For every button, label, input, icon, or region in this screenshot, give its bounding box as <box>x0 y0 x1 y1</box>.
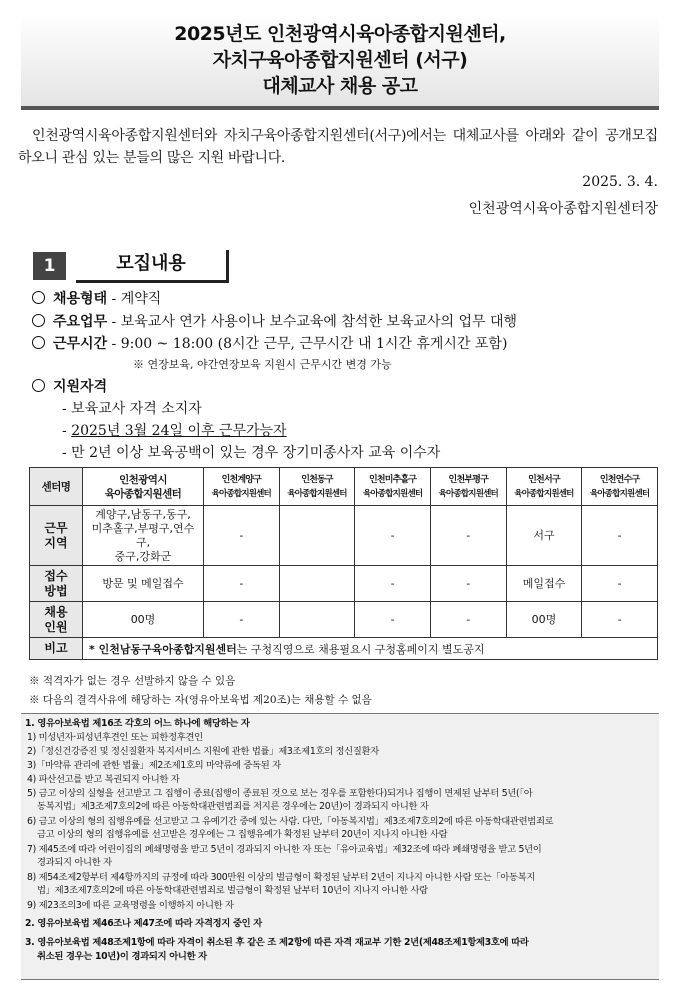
table-header: 인천계양구 육아종합지원센터 <box>204 468 280 506</box>
table-cell: 서구 <box>506 506 582 566</box>
reason-item: 법」제3조제7호의2에 따른 아동학대관련범죄로 벌금형이 확정된 날부터 10년이 지나지 아니한 사람 <box>37 885 428 896</box>
title-line-2: 자치구육아종합지원센터 (서구) <box>212 49 468 71</box>
table-header: 인천부평구 육아종합지원센터 <box>430 468 506 506</box>
table-cell: 방문 및 메일접수 <box>83 566 204 602</box>
item-label: 주요업무 <box>53 314 108 330</box>
table-header: 인천광역시 육아종합지원센터 <box>83 468 204 506</box>
reason-heading: 1. 영유아보육법 제16조 각호의 어느 하나에 해당하는 자 <box>25 718 250 729</box>
item-working-hours <box>32 333 507 353</box>
item-qualification <box>32 376 107 396</box>
table-cell <box>279 602 355 638</box>
item-label: 근무시간 <box>53 336 108 352</box>
announcement-date: 2025. 3. 4. <box>582 174 658 190</box>
row-label: 근무 지역 <box>30 506 83 566</box>
table-cell: - <box>204 602 280 638</box>
item-text: - 계약직 <box>107 291 162 307</box>
table-cell <box>279 506 355 566</box>
circle-bullet-icon <box>32 336 45 349</box>
table-remark <box>83 638 658 660</box>
reason-item: 8) 제54조제2항부터 제4항까지의 규정에 따라 300만원 이상의 벌금형이 확정된 날부터 2년이 지나지 아니한 사람 또는「아동복지 <box>27 872 536 883</box>
title-line-3: 대체교사 채용 공고 <box>262 75 418 97</box>
row-label: 채용 인원 <box>30 602 83 638</box>
organization-signature: 인천광역시육아종합지원센터장 <box>468 201 658 217</box>
hours-note: ※ 연장보육, 야간연장보육 지원시 근무시간 변경 가능 <box>133 358 392 371</box>
reason-item: 9) 제23조의3에 따른 교육명령을 이행하지 아니한 자 <box>27 900 234 911</box>
warning-line: ※ 다음의 결격사유에 해당하는 자(영유아보육법 제20조)는 채용할 수 없음 <box>29 694 372 706</box>
reason-heading: 2. 영유아보육법 제46조나 제47조에 따라 자격정지 중인 자 <box>25 918 262 929</box>
table-cell: - <box>204 566 280 602</box>
disqualification-box <box>21 713 659 980</box>
table-header: 인천미추홀구 육아종합지원센터 <box>355 468 431 506</box>
item-text: - 보육교사 연가 사용이나 보수교육에 참석한 보육교사의 업무 대행 <box>107 314 518 330</box>
table-row <box>30 566 658 602</box>
item-employment-type <box>32 288 161 308</box>
table-cell: - <box>204 506 280 566</box>
table-cell: 00명 <box>506 602 582 638</box>
reason-item: 4) 파산선고를 받고 복권되지 아니한 자 <box>27 774 180 785</box>
reason-heading: 3. 영유아보육법 제48조제1항에 따라 자격이 취소된 후 같은 조 제2항에 따른 자격 재교부 기한 2년(제48조제1항제3호에 따라 <box>25 937 529 948</box>
table-cell <box>279 566 355 602</box>
qualification-line: - 보육교사 자격 소지자 <box>62 401 202 417</box>
section-title: 모집내용 <box>76 250 229 283</box>
reason-item: 동복지법」제3조제7호의2에 따른 아동학대관련범죄를 저지른 경우에는 20년)이 경과되지 아니한 자 <box>37 801 429 812</box>
reason-item: 경과되지 아니한 자 <box>37 857 112 868</box>
reason-item: 7) 제45조에 따라 어린이집의 폐쇄명령을 받고 5년이 경과되지 아니한 자 또는「유아교육법」제32조에 따라 폐쇄명령을 받고 5년이 <box>27 844 542 855</box>
table-cell: - <box>582 566 658 602</box>
circle-bullet-icon <box>32 314 45 327</box>
intro-paragraph: 인천광역시육아종합지원센터와 자치구육아종합지원센터(서구)에서는 대체교사를 아래와 같이 공개모집 하오니 관심 있는 분들의 많은 지원 바랍니다. <box>18 128 658 166</box>
table-row <box>30 638 658 660</box>
reason-item: 5) 금고 이상의 실형을 선고받고 그 집행이 종료(집행이 종료된 것으로 보는 경우를 포함한다)되거나 집행이 면제된 날부터 5년(「아 <box>27 788 533 799</box>
table-cell: - <box>355 506 431 566</box>
table-row <box>30 506 658 566</box>
item-label: 지원자격 <box>53 379 108 395</box>
reason-item: 3)「마약류 관리에 관한 법률」제2조제1호의 마약류에 중독된 자 <box>27 760 281 771</box>
section-number: 1 <box>33 252 66 280</box>
recruitment-table <box>29 467 658 660</box>
title-banner <box>21 13 659 110</box>
reason-item: 6) 금고 이상의 형의 집행유예를 선고받고 그 유예기간 중에 있는 사람. 다만,「아동복지법」제3조제7호의2에 따른 아동학대관련범죄로 <box>27 816 554 827</box>
reason-item: 1) 미성년자·피성년후견인 또는 피한정후견인 <box>27 732 203 743</box>
item-main-duty <box>32 311 517 331</box>
circle-bullet-icon <box>32 379 45 392</box>
table-header: 인천동구 육아종합지원센터 <box>279 468 355 506</box>
qualification-underlined: 2025년 3월 24일 이후 근무가능자 <box>71 423 287 439</box>
table-cell: 00명 <box>83 602 204 638</box>
row-label: 비고 <box>30 638 83 660</box>
qualification-line: - 2025년 3월 24일 이후 근무가능자 <box>62 423 287 439</box>
table-cell: - <box>582 506 658 566</box>
item-label: 채용형태 <box>53 291 108 307</box>
item-text: - 9:00 ~ 18:00 (8시간 근무, 근무시간 내 1시간 휴게시간 포함) <box>107 336 508 352</box>
table-cell: 계양구,남동구,동구, 미추홀구,부평구,연수구, 중구,강화군 <box>83 506 204 566</box>
reason-item: 2)「정신건강증진 및 정신질환자 복지서비스 지원에 관한 법률」제3조제1호의 정신질환자 <box>27 746 379 757</box>
qualification-line: - 만 2년 이상 보육공백이 있는 경우 장기미종사자 교육 이수자 <box>62 445 441 461</box>
title-line-1: 2025년도 인천광역시육아종합지원센터, <box>174 23 506 45</box>
table-row <box>30 602 658 638</box>
reason-item: 금고 이상의 형의 집행유예를 선고받은 경우에는 그 집행유예가 확정된 날부터 20년이 지나지 아니한 사람 <box>37 829 448 840</box>
table-header: 인천연수구 육아종합지원센터 <box>582 468 658 506</box>
table-corner: 센터명 <box>30 468 83 506</box>
row-label: 접수 방법 <box>30 566 83 602</box>
table-header: 인천서구 육아종합지원센터 <box>506 468 582 506</box>
table-cell: - <box>430 602 506 638</box>
reason-heading: 취소된 경우는 10년)이 경과되지 아니한 자 <box>37 951 207 962</box>
remark-bold: * 인천남동구육아종합지원센터 <box>89 642 237 656</box>
table-cell: - <box>430 506 506 566</box>
circle-bullet-icon <box>32 291 45 304</box>
warning-line: ※ 적격자가 없는 경우 선발하지 않을 수 있음 <box>29 675 236 687</box>
table-cell: - <box>582 602 658 638</box>
table-cell: 메일접수 <box>506 566 582 602</box>
table-cell: - <box>355 602 431 638</box>
table-cell: - <box>430 566 506 602</box>
remark-text: 는 구청직영으로 채용필요시 구청홈페이지 별도공지 <box>236 642 485 656</box>
table-cell: - <box>355 566 431 602</box>
